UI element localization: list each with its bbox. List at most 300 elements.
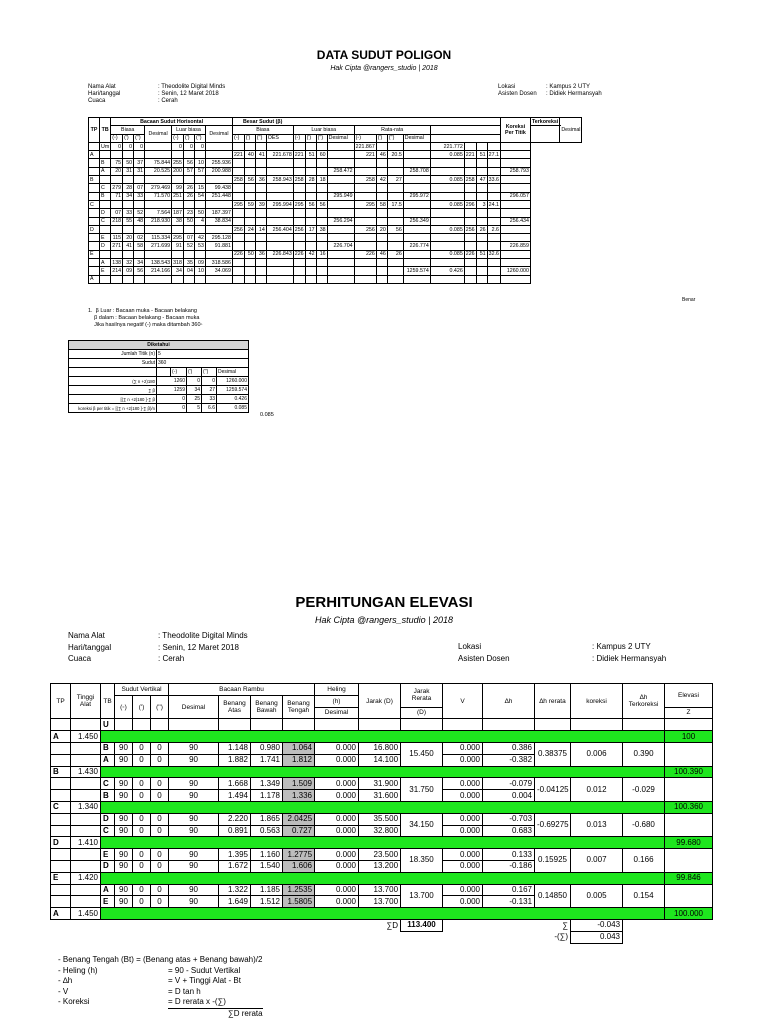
table-cell: 258.472 (327, 167, 354, 175)
table-cell: 27 (387, 176, 403, 184)
table-cell: 90 (169, 790, 219, 802)
table-cell: 14.100 (359, 754, 401, 766)
header-dh: ∆h (483, 684, 535, 719)
header-sec: ('') (202, 368, 217, 377)
table-cell (500, 142, 530, 150)
highlight-bar (101, 731, 665, 743)
cell-elevasi: 100.390 (665, 766, 713, 778)
header-luarbiasa: Luar biasa (172, 126, 206, 134)
table-cell: B (101, 790, 115, 802)
poligon-row (89, 176, 582, 184)
table-cell (145, 142, 172, 150)
table-cell (403, 250, 430, 258)
table-cell (500, 200, 530, 208)
table-cell: 31.900 (359, 778, 401, 790)
cell-tinggi: 1.430 (71, 766, 101, 778)
table-cell: 0.000 (315, 896, 359, 908)
formula-label: - Koreksi (58, 997, 90, 1006)
table-cell: 13.200 (359, 860, 401, 872)
table-cell: 1.148 (219, 742, 251, 754)
blank (51, 896, 71, 908)
table-cell: 295 (233, 201, 243, 208)
table-cell (172, 275, 184, 283)
header-deg: (◦) (115, 695, 133, 719)
table-cell (123, 200, 134, 208)
table-cell (244, 192, 255, 200)
header-min: (') (305, 134, 316, 142)
table-cell: 214.166 (145, 267, 172, 275)
cell-elevasi: 99.846 (665, 872, 713, 884)
table-cell: 42 (194, 234, 205, 242)
table-cell (487, 192, 500, 200)
header-blank (430, 126, 500, 134)
table-cell: 1259.574 (403, 267, 430, 275)
header-min: (') (244, 134, 255, 142)
table-cell: 0.980 (251, 742, 283, 754)
table-cell: 0.891 (219, 825, 251, 837)
info-value: : Cerah (158, 654, 185, 663)
table-cell: 56 (305, 200, 316, 208)
table-cell (376, 209, 387, 217)
table-cell (232, 234, 244, 242)
table-cell (244, 142, 255, 150)
table-cell (244, 275, 255, 283)
table-cell (316, 267, 327, 275)
table-cell (500, 159, 530, 167)
table-cell (376, 242, 387, 250)
table-cell (403, 209, 430, 217)
formula-value: ∑D rerata (168, 1008, 263, 1020)
table-cell: B (101, 742, 115, 754)
table-cell: 295.994 (266, 200, 293, 208)
row-label: (∑ n +2)180 (69, 377, 157, 386)
info-value: : Didiek Hermansyah (592, 653, 667, 663)
header-sec: ('') (387, 134, 403, 142)
table-cell: C (101, 778, 115, 790)
table-cell: 90 (169, 754, 219, 766)
cell-tb: B (100, 159, 111, 167)
table-cell: 90 (169, 778, 219, 790)
cell-tb: B (100, 192, 111, 200)
poligon-row (89, 242, 582, 250)
poligon-row (89, 159, 582, 167)
table-cell (354, 184, 376, 192)
table-cell: 02 (134, 234, 145, 242)
table-cell (244, 209, 255, 217)
table-cell (134, 250, 145, 258)
table-cell (111, 250, 123, 258)
table-cell: 0.426 (430, 267, 464, 275)
table-cell (145, 176, 172, 184)
table-cell: 256.404 (266, 225, 293, 233)
table-cell: 258 (354, 176, 376, 184)
info-label: Asisten Dosen (458, 653, 510, 663)
table-cell: 34.069 (205, 267, 232, 275)
table-cell (327, 234, 354, 242)
table-cell: 38 (316, 225, 327, 233)
table-cell (464, 192, 476, 200)
table-cell: 226 (233, 251, 243, 258)
highlight-bar (101, 837, 665, 849)
table-cell (359, 719, 401, 731)
table-cell: 1.494 (219, 790, 251, 802)
sum-label: ∑D (386, 920, 399, 930)
table-cell (327, 267, 354, 275)
table-cell (255, 142, 266, 150)
blank (665, 813, 713, 837)
cell-tp: A (89, 275, 100, 283)
table-cell (387, 234, 403, 242)
table-cell (571, 719, 623, 731)
table-cell: 226.704 (327, 242, 354, 250)
table-cell (327, 225, 354, 233)
table-cell: 0 (172, 142, 184, 150)
table-cell: 0.000 (315, 884, 359, 896)
table-cell (194, 176, 205, 184)
table-cell: 1.336 (283, 790, 315, 802)
info-label: Hari/tanggal (68, 642, 112, 652)
table-cell (305, 275, 316, 283)
table-cell (464, 142, 476, 150)
table-cell: 0.085 (217, 404, 249, 413)
table-cell (134, 275, 145, 283)
table-cell (293, 217, 305, 225)
table-cell (316, 209, 327, 217)
table-cell (305, 192, 316, 200)
table-cell: 52 (183, 242, 194, 250)
table-cell: E (101, 896, 115, 908)
table-cell (327, 259, 354, 267)
table-cell: 35.500 (359, 813, 401, 825)
table-cell: 1.812 (283, 754, 315, 766)
table-cell (327, 275, 354, 283)
table-cell: 258 (233, 176, 243, 183)
table-cell (464, 259, 476, 267)
table-cell: 20 (123, 234, 134, 242)
sum-row (51, 919, 713, 931)
cell-tp (89, 217, 100, 225)
table-cell (500, 176, 530, 184)
table-cell (145, 275, 172, 283)
benar-label: Benar (682, 297, 696, 303)
table-cell: 33 (123, 209, 134, 217)
table-cell: 0 (133, 860, 151, 872)
poligon-row (89, 217, 582, 225)
table-cell (244, 217, 255, 225)
table-cell: 15 (194, 184, 205, 192)
table-cell: 57 (194, 167, 205, 175)
table-cell: 58 (376, 200, 387, 208)
table-cell: 50 (183, 217, 194, 225)
table-cell: 0.000 (315, 754, 359, 766)
row-label: ∑ β (69, 386, 157, 395)
table-cell (232, 159, 244, 167)
table-cell: 58 (134, 242, 145, 250)
table-cell (327, 176, 354, 184)
table-cell (354, 242, 376, 250)
table-cell (183, 225, 194, 233)
info-label: Lokasi (498, 84, 516, 90)
blank (71, 896, 101, 908)
table-cell (487, 184, 500, 192)
table-cell (266, 159, 293, 167)
table-cell: 24 (244, 225, 255, 233)
table-cell: 91 (172, 242, 184, 250)
table-cell: 0 (202, 377, 217, 386)
table-cell (111, 225, 123, 233)
formula-label: - Benang Tengah (Bt) = (Benang atas + Benang bawah)/2 (58, 955, 263, 964)
table-cell: 0.167 (483, 884, 535, 896)
table-cell: 41 (123, 242, 134, 250)
cell-tb (100, 176, 111, 184)
table-cell: 7.564 (145, 209, 172, 217)
row-label: [(∑ n +2)180 ]-∑ β (69, 395, 157, 404)
info-value: : Theodolite Digital Minds (158, 631, 248, 640)
table-cell (194, 200, 205, 208)
table-cell: 258 (465, 176, 475, 183)
table-cell: 226.843 (266, 250, 293, 258)
table-cell: 1.5805 (283, 896, 315, 908)
poligon-title: DATA SUDUT POLIGON (316, 48, 452, 62)
table-cell: 0 (151, 884, 169, 896)
table-cell (316, 159, 327, 167)
header-desimal: Desimal (403, 134, 430, 142)
poligon-row (89, 192, 582, 200)
header-min: (') (183, 134, 194, 142)
blank (443, 919, 535, 931)
table-cell: 90 (115, 849, 133, 861)
table-cell: 28 (305, 176, 316, 184)
table-cell: 48 (134, 217, 145, 225)
table-cell (232, 242, 244, 250)
table-cell (487, 159, 500, 167)
table-cell: 0 (187, 377, 202, 386)
table-cell: 0.000 (315, 849, 359, 861)
header-dh-terkoreksi: ∆h Terkoreksi (623, 684, 665, 719)
table-cell: 0.000 (443, 813, 483, 825)
note-line: β dalam : Bacaan belakang - Bacaan muka (88, 315, 200, 321)
cell-tp (89, 192, 100, 200)
header-tb: TB (100, 118, 111, 143)
cell-dh-terkoreksi: 0.154 (623, 884, 665, 908)
table-cell: 0.133 (483, 849, 535, 861)
cell-koreksi: 0.013 (571, 813, 623, 837)
blank (71, 790, 101, 802)
table-cell (464, 209, 476, 217)
table-cell (232, 209, 244, 217)
blank (71, 813, 101, 825)
header-jarak-rerata: Jarak Rerata (401, 684, 443, 708)
cell-tb: C (100, 217, 111, 225)
table-cell: D (101, 860, 115, 872)
table-cell (327, 184, 354, 192)
info-label: Nama Alat (68, 631, 105, 640)
table-cell (476, 259, 487, 267)
header-sec: ('') (151, 695, 169, 719)
table-cell (665, 719, 713, 731)
poligon-row (89, 200, 582, 208)
formula-value: = V + Tinggi Alat - Bt (168, 976, 241, 985)
table-cell: 221.772 (430, 142, 464, 150)
table-cell: 75 (111, 159, 123, 167)
sigma-label: ∑ (562, 920, 569, 930)
table-cell: 99 (172, 184, 184, 192)
table-cell: C (101, 825, 115, 837)
table-cell: E (101, 849, 115, 861)
table-cell (430, 167, 464, 175)
table-cell (266, 234, 293, 242)
table-cell (205, 200, 232, 208)
formula-line (58, 987, 263, 998)
table-cell: 31.600 (359, 790, 401, 802)
table-cell: 32 (123, 259, 134, 267)
header-deg: (◦) (232, 134, 244, 142)
diketahui-table (68, 340, 249, 413)
table-cell (430, 234, 464, 242)
table-cell (476, 267, 487, 275)
table-cell (487, 217, 500, 225)
table-cell: 26 (183, 184, 194, 192)
table-cell (293, 142, 305, 150)
table-cell: 0.683 (483, 825, 535, 837)
table-cell: 256 (354, 225, 376, 233)
measurement-row (51, 742, 713, 754)
table-cell (476, 159, 487, 167)
table-cell: 0.085 (430, 250, 464, 258)
table-cell: 50 (244, 250, 255, 258)
table-cell (123, 275, 134, 283)
table-cell (194, 275, 205, 283)
table-cell (327, 142, 354, 150)
header-d: (D) (401, 707, 443, 719)
info-label: Nama Alat (88, 84, 116, 90)
table-cell (145, 151, 172, 159)
cell-tp: A (51, 908, 71, 920)
poligon-row (89, 275, 582, 283)
table-cell (123, 225, 134, 233)
table-cell (327, 159, 354, 167)
table-cell (244, 159, 255, 167)
table-cell: 1.882 (219, 754, 251, 766)
table-cell: 56 (244, 176, 255, 184)
table-cell: 0 (157, 404, 187, 413)
table-cell: 10 (194, 159, 205, 167)
cell-tb: A (100, 259, 111, 267)
table-cell (266, 275, 293, 283)
table-cell: 256 (233, 226, 243, 233)
table-cell: 0 (151, 754, 169, 766)
table-cell: 0.000 (315, 813, 359, 825)
table-cell (403, 225, 430, 233)
table-cell (376, 167, 387, 175)
table-cell: 07 (111, 209, 123, 217)
table-cell: 60 (316, 151, 327, 159)
table-cell: 59 (244, 200, 255, 208)
table-cell: 0.000 (443, 896, 483, 908)
poligon-row (89, 259, 582, 267)
table-cell: 0 (133, 884, 151, 896)
table-cell: 1259.574 (217, 386, 249, 395)
table-cell: 3 (476, 200, 487, 208)
table-cell (255, 217, 266, 225)
table-cell (387, 275, 403, 283)
table-cell: 90 (169, 884, 219, 896)
table-cell (255, 167, 266, 175)
table-cell (255, 275, 266, 283)
table-cell (487, 259, 500, 267)
table-cell: 04 (183, 267, 194, 275)
table-cell (266, 142, 293, 150)
table-cell: 90 (169, 813, 219, 825)
table-cell: 34 (134, 259, 145, 267)
table-cell (244, 184, 255, 192)
table-cell: 09 (123, 267, 134, 275)
blank (51, 825, 71, 837)
header-bacaan: Bacaan Sudut Horisontal (111, 118, 233, 126)
header-deg: (◦) (293, 134, 305, 142)
table-cell (205, 176, 232, 184)
table-cell: 75.844 (145, 159, 172, 167)
table-cell: 20.5 (387, 151, 403, 159)
table-cell: 295 (173, 234, 182, 241)
table-cell: 200.988 (205, 167, 232, 175)
table-cell (387, 192, 403, 200)
table-cell: 296 (465, 201, 475, 208)
header-desimal: Desimal (217, 368, 249, 377)
table-cell (476, 184, 487, 192)
header-deg: (◦) (171, 368, 187, 377)
formula-label: - V (58, 986, 69, 996)
header-tp: TP (51, 684, 71, 719)
table-cell (255, 209, 266, 217)
cell-tb: C (100, 184, 111, 192)
blank (51, 919, 359, 931)
table-cell: 16 (316, 250, 327, 258)
header-desimal: Desimal (315, 707, 359, 719)
table-cell: 26 (387, 250, 403, 258)
cell-tp: C (89, 200, 100, 208)
blank (71, 742, 101, 754)
table-cell: 0 (151, 790, 169, 802)
table-cell (476, 209, 487, 217)
cell-dh-rerata: 0.15925 (535, 849, 571, 873)
info-label: Asisten Dosen (498, 91, 537, 97)
table-cell: 0 (133, 778, 151, 790)
cell-dh-terkoreksi: -0.680 (623, 813, 665, 837)
table-cell (293, 267, 305, 275)
cell-koreksi: 0.012 (571, 778, 623, 802)
diketahui-row (69, 395, 249, 404)
table-cell: 0.426 (217, 395, 249, 404)
table-cell (293, 167, 305, 175)
table-cell (145, 225, 172, 233)
table-cell (387, 259, 403, 267)
header-z: Z (665, 707, 713, 719)
table-cell: 31 (134, 167, 145, 175)
row-label: koreksi β per titik = [(∑ n +2)180 ]-∑ β)/n (69, 404, 157, 413)
poligon-notes (88, 308, 202, 329)
formula-label (58, 1008, 168, 1020)
table-cell: 295 (354, 200, 376, 208)
cell-tb: D (100, 209, 111, 217)
table-cell (232, 259, 244, 267)
table-cell (51, 719, 71, 731)
table-cell (145, 250, 172, 258)
table-cell: 20 (111, 167, 123, 175)
table-cell (151, 719, 169, 731)
cell-jarak-rerata: 18.350 (401, 849, 443, 873)
table-cell: 221.678 (266, 151, 293, 159)
